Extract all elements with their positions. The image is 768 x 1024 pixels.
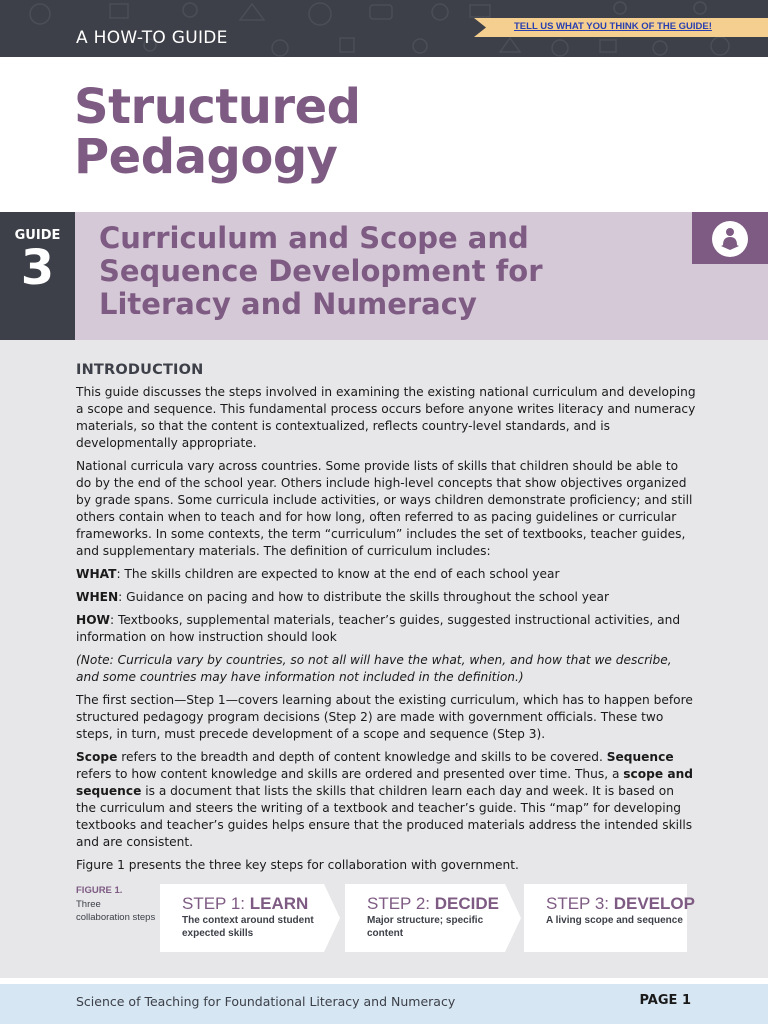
guide-number-box [0,212,75,340]
paragraph-1: This guide discusses the steps involved in examining the existing national curriculum and developing a scope and sequence. This fundamental process occurs before anyone writes literacy and numeracy materials, so that the content is contextualized, reflects country-level standards, and is developmentally appropriate. [76,385,696,450]
main-content [0,340,768,978]
guide-type-label: A HOW-TO GUIDE [76,28,228,48]
top-bar [0,0,768,57]
page-number: PAGE 1 [639,993,691,1008]
step-2-card: STEP 2: DECIDE Major structure; specific content [345,884,521,952]
guide-number: 3 [20,240,55,296]
body-text [76,362,696,880]
definition-what: WHAT: The skills children are expected to know at the end of each school year [76,567,560,581]
teacher-icon [712,221,748,257]
feedback-link[interactable]: TELL US WHAT YOU THINK OF THE GUIDE! [514,21,712,32]
step-1-card: STEP 1: LEARN The context around student expected skills [160,884,340,952]
figure-caption: FIGURE 1. Three collaboration steps [76,885,156,923]
paragraph-3: The first section—Step 1—covers learning about the existing curriculum, which has to happen before structured pedagogy program decisions (Step 2) are made with government officials. These two steps, in turn, must precede development of a scope and sequence (Step 3). [76,693,693,741]
figure-1 [76,884,696,954]
note-paragraph: (Note: Curricula vary by countries, so not all will have the what, when, and how that we describe, and some countries may have information not included in the definition.) [76,653,672,684]
page-footer [0,984,768,1024]
section-heading: INTRODUCTION [76,362,204,378]
subtitle-banner [75,212,768,340]
step-3-card: STEP 3: DEVELOP A living scope and sequence [524,884,687,952]
title-line-1: Structured [74,79,361,135]
definition-how: HOW: Textbooks, supplemental materials, teacher’s guides, suggested instructional activities, and information on how instruction should look [76,613,681,644]
definition-when: WHEN: Guidance on pacing and how to distribute the skills throughout the school year [76,590,609,604]
title-line-2: Pedagogy [74,129,338,185]
teacher-icon-box [692,212,768,264]
guide-label: GUIDE [14,228,61,243]
footer-title: Science of Teaching for Foundational Literacy and Numeracy [76,994,456,1009]
paragraph-4: Scope refers to the breadth and depth of content knowledge and skills to be covered. Sequence refers to how content knowledge and skills are ordered and presented over time. Thus, a scope and sequence is a document that lists the skills that children learn each day and week. It is based on the curriculum and steers the writing of a textbook and teacher’s guide. This “map” for developing textbooks and teacher’s guides helps ensure that the produced materials address the intended skills and are consistent. [76,750,694,849]
paragraph-2: National curricula vary across countries. Some provide lists of skills that children should be able to do by the end of the school year. Others include high-level concepts that show objectives organized by grade spans. Some curricula include activities, or ways children demonstrate proficiency; and still others contain when to teach and for how long, often referred to as pacing guidelines or curricular frameworks. In some contexts, the term “curriculum” includes the set of textbooks, teacher guides, and supplementary materials. The definition of curriculum includes: [76,459,693,558]
feedback-banner[interactable] [474,18,768,37]
guide-subtitle: Curriculum and Scope and Sequence Development for Literacy and Numeracy [99,221,543,321]
paragraph-5: Figure 1 presents the three key steps for collaboration with government. [76,858,519,872]
page-title [74,79,361,185]
